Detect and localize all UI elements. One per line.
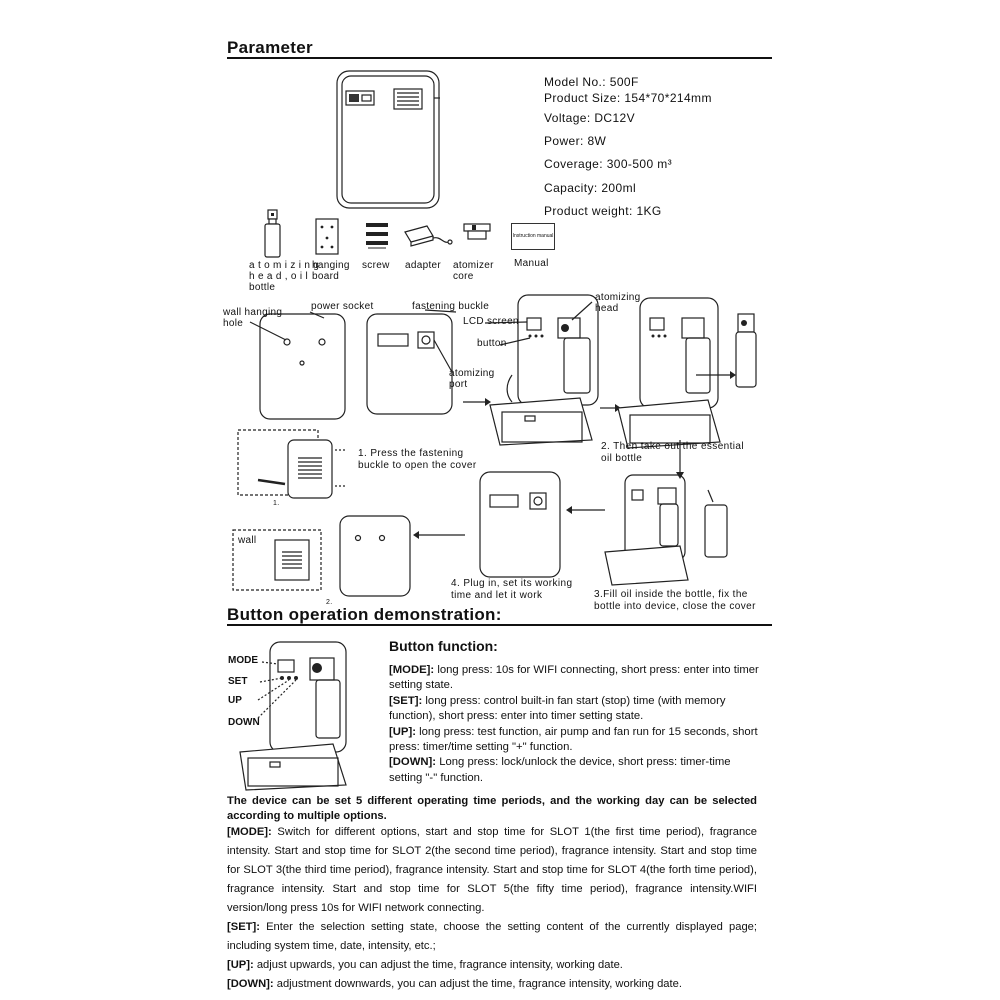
function-down: [DOWN]: Long press: lock/unlock the device, short press: timer-time setting "-" function. bbox=[389, 756, 731, 784]
spec-voltage: Voltage: DC12V bbox=[544, 111, 635, 125]
label-lcd-screen: LCD screen bbox=[463, 316, 519, 327]
set-button-label: SET bbox=[228, 676, 248, 687]
accessory-label-manual: Manual bbox=[514, 258, 549, 269]
spec-power: Power: 8W bbox=[544, 134, 607, 148]
spec-weight: Product weight: 1KG bbox=[544, 204, 662, 218]
step-3-text: 3.Fill oil inside the bottle, fix the bottle into device, close the cover bbox=[594, 589, 756, 612]
step-1-text: 1. Press the fastening buckle to open the cover bbox=[358, 448, 477, 471]
hanging-board-icon bbox=[315, 218, 339, 256]
label-fig2: 2. bbox=[326, 599, 333, 606]
spec-model: Model No.: 500F bbox=[544, 75, 639, 89]
screw-icon bbox=[365, 222, 391, 250]
function-mode: [MODE]: long press: 10s for WIFI connecting, short press: enter into timer setting state. bbox=[389, 664, 759, 692]
heading-rule-2 bbox=[227, 624, 772, 626]
device-front-illustration bbox=[336, 70, 440, 210]
step-4-text: 4. Plug in, set its working time and let it work bbox=[451, 578, 573, 601]
accessory-label-board: hanging board bbox=[312, 260, 350, 282]
spec-size: Product Size: 154*70*214mm bbox=[544, 91, 712, 105]
atomizer-core-icon bbox=[462, 222, 492, 244]
detail-mode: [MODE]: Switch for different options, start and stop time for SLOT 1(the first time period), fragrance intensity. Start and stop time for SLOT 2(the second time period), fragrance intensity. Start and stop time for SLOT 3(the third time period), fragrance intensity. Start and stop time for SLOT 4(the forth time period), fragrance intensity. Start and stop time for SLOT 5(the fifty time period), fragrance intensity.WIFI version/long press 10s for WIFI network connecting. bbox=[227, 826, 757, 914]
button-operation-heading: Button operation demonstration: bbox=[227, 605, 502, 624]
label-power-socket: power socket bbox=[311, 301, 374, 312]
heading-rule bbox=[227, 57, 772, 59]
label-fastening-buckle: fastening buckle bbox=[412, 301, 490, 312]
label-atomizing-port: atomizing port bbox=[449, 368, 495, 390]
button-functions-list bbox=[389, 663, 761, 786]
manual-card-icon: Instruction manual bbox=[511, 223, 555, 250]
label-fig1: 1. bbox=[273, 500, 280, 507]
label-atomizing-head: atomizing head bbox=[595, 292, 641, 314]
function-up: [UP]: long press: test function, air pump and fan run for 15 seconds, short press: timer/time setting "+" function. bbox=[389, 725, 758, 754]
label-wall-hanging-hole: wall hanging hole bbox=[223, 307, 283, 329]
label-button: button bbox=[477, 338, 507, 349]
details-block bbox=[227, 823, 757, 994]
down-button-label: DOWN bbox=[228, 717, 260, 728]
accessory-label-screw: screw bbox=[362, 260, 390, 271]
mode-button-label: MODE bbox=[228, 655, 258, 666]
accessory-label-core: atomizer core bbox=[453, 260, 494, 282]
accessory-label-adapter: adapter bbox=[405, 260, 442, 271]
label-wall: wall bbox=[238, 535, 257, 546]
adapter-icon bbox=[403, 222, 453, 250]
spec-capacity: Capacity: 200ml bbox=[544, 181, 637, 195]
up-button-label: UP bbox=[228, 695, 242, 706]
function-set: [SET]: long press: control built-in fan start (stop) time (with memory function), short press: enter into timer setting state. bbox=[389, 694, 726, 723]
accessory-label-bottle: a t o m i z i n g h e a d , o i l bottle bbox=[249, 260, 320, 293]
button-function-heading: Button function: bbox=[389, 638, 498, 654]
detail-down: [DOWN]: adjustment downwards, you can adjust the time, fragrance intensity, working date. bbox=[227, 978, 682, 990]
step-2-text: 2. Then take out the essential oil bottle bbox=[601, 441, 745, 464]
spec-coverage: Coverage: 300-500 m³ bbox=[544, 157, 673, 171]
detail-up: [UP]: adjust upwards, you can adjust the time, fragrance intensity, working date. bbox=[227, 959, 623, 971]
oil-bottle-icon bbox=[262, 208, 282, 258]
detail-set: [SET]: Enter the selection setting state, choose the setting content of the currently displayed page; including system time, date, intensity, etc.; bbox=[227, 921, 757, 952]
time-periods-note: The device can be set 5 different operating time periods, and the working day can be selected according to multiple options. bbox=[227, 795, 757, 822]
parameter-heading: Parameter bbox=[227, 38, 313, 57]
